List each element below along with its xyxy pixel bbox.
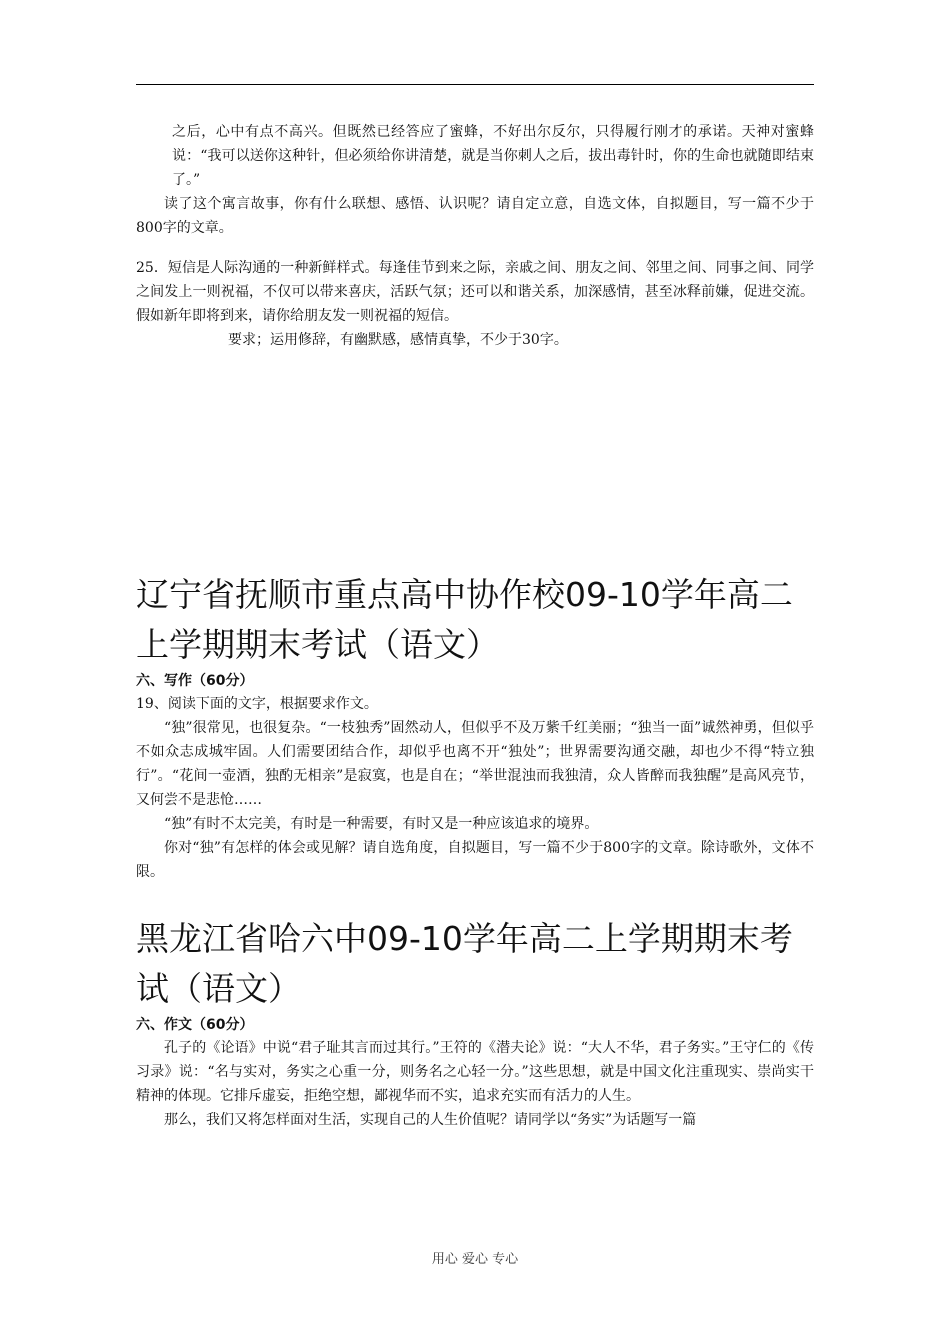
exam-title-liaoning: 辽宁省抚顺市重点高中协作校09-10学年高二上学期期末考试（语文） — [136, 575, 793, 664]
wushi-passage: 孔子的《论语》中说“君子耻其言而过其行。”王符的《潜夫论》说：“大人不华，君子务实。”王守仁的《传习录》说：“名与实对，务实之心重一分，则务名之心轻一分。”这些思想，就是中国文化注重现实、崇尚实干精神的体现。它排斥虚妄，拒绝空想，鄙视华而不实，追求充实而有活力的人生。 — [136, 1040, 814, 1104]
fable-paragraph: 之后，心中有点不高兴。但既然已经答应了蜜蜂，不好出尔反尔，只得履行刚才的承诺。天神对蜜蜂说：“我可以送你这种针，但必须给你讲清楚，就是当你刺人之后，拔出毒针时，你的生命也就随即结束了。” — [172, 124, 814, 188]
question-25-requirement: 要求；运用修辞，有幽默感，感情真挚，不少于30字。 — [228, 332, 568, 348]
spacer — [136, 884, 814, 914]
du-summary: “独”有时不太完美，有时是一种需要，有时又是一种应该追求的境界。 — [164, 816, 599, 832]
page-footer: 用心 爱心 专心 — [431, 1252, 519, 1267]
section-heading-writing: 六、写作（60分） — [136, 673, 254, 689]
blank-space — [136, 352, 814, 570]
question-25: 25．短信是人际沟通的一种新鲜样式。每逢佳节到来之际，亲戚之间、朋友之间、邻里之间、同事之间、同学之间发上一则祝福，不仅可以带来喜庆，活跃气氛；还可以和谐关系，加深感情，甚至冰释前嫌，促进交流。假如新年即将到来，请你给朋友发一则祝福的短信。 — [136, 260, 814, 324]
document-body — [136, 120, 814, 1132]
du-prompt: 你对“独”有怎样的体会或见解？请自选角度，自拟题目，写一篇不少于800字的文章。除诗歌外，文体不限。 — [136, 840, 814, 880]
wushi-prompt: 那么，我们又将怎样面对生活，实现自己的人生价值呢？请同学以“务实”为话题写一篇 — [164, 1112, 697, 1128]
fable-prompt: 读了这个寓言故事，你有什么联想、感悟、认识呢？请自定立意，自选文体，自拟题目，写一篇不少于800字的文章。 — [136, 196, 814, 236]
question-19: 19、阅读下面的文字，根据要求作文。 — [136, 696, 378, 712]
spacer — [136, 240, 814, 256]
du-passage: “独”很常见，也很复杂。“一枝独秀”固然动人，但似乎不及万紫千红美丽；“独当一面”诚然神勇，但似乎不如众志成城牢固。人们需要团结合作，却似乎也离不开“独处”；世界需要沟通交融，却也少不得“特立独行”。“花间一壶酒，独酌无相亲”是寂寞，也是自在；“举世混浊而我独清，众人皆醉而我独醒”是高风亮节，又何尝不是悲怆…… — [136, 720, 814, 808]
exam-title-heilongjiang: 黑龙江省哈六中09-10学年高二上学期期末考试（语文） — [136, 919, 793, 1008]
header-rule — [136, 84, 814, 85]
section-heading-composition: 六、作文（60分） — [136, 1017, 254, 1033]
